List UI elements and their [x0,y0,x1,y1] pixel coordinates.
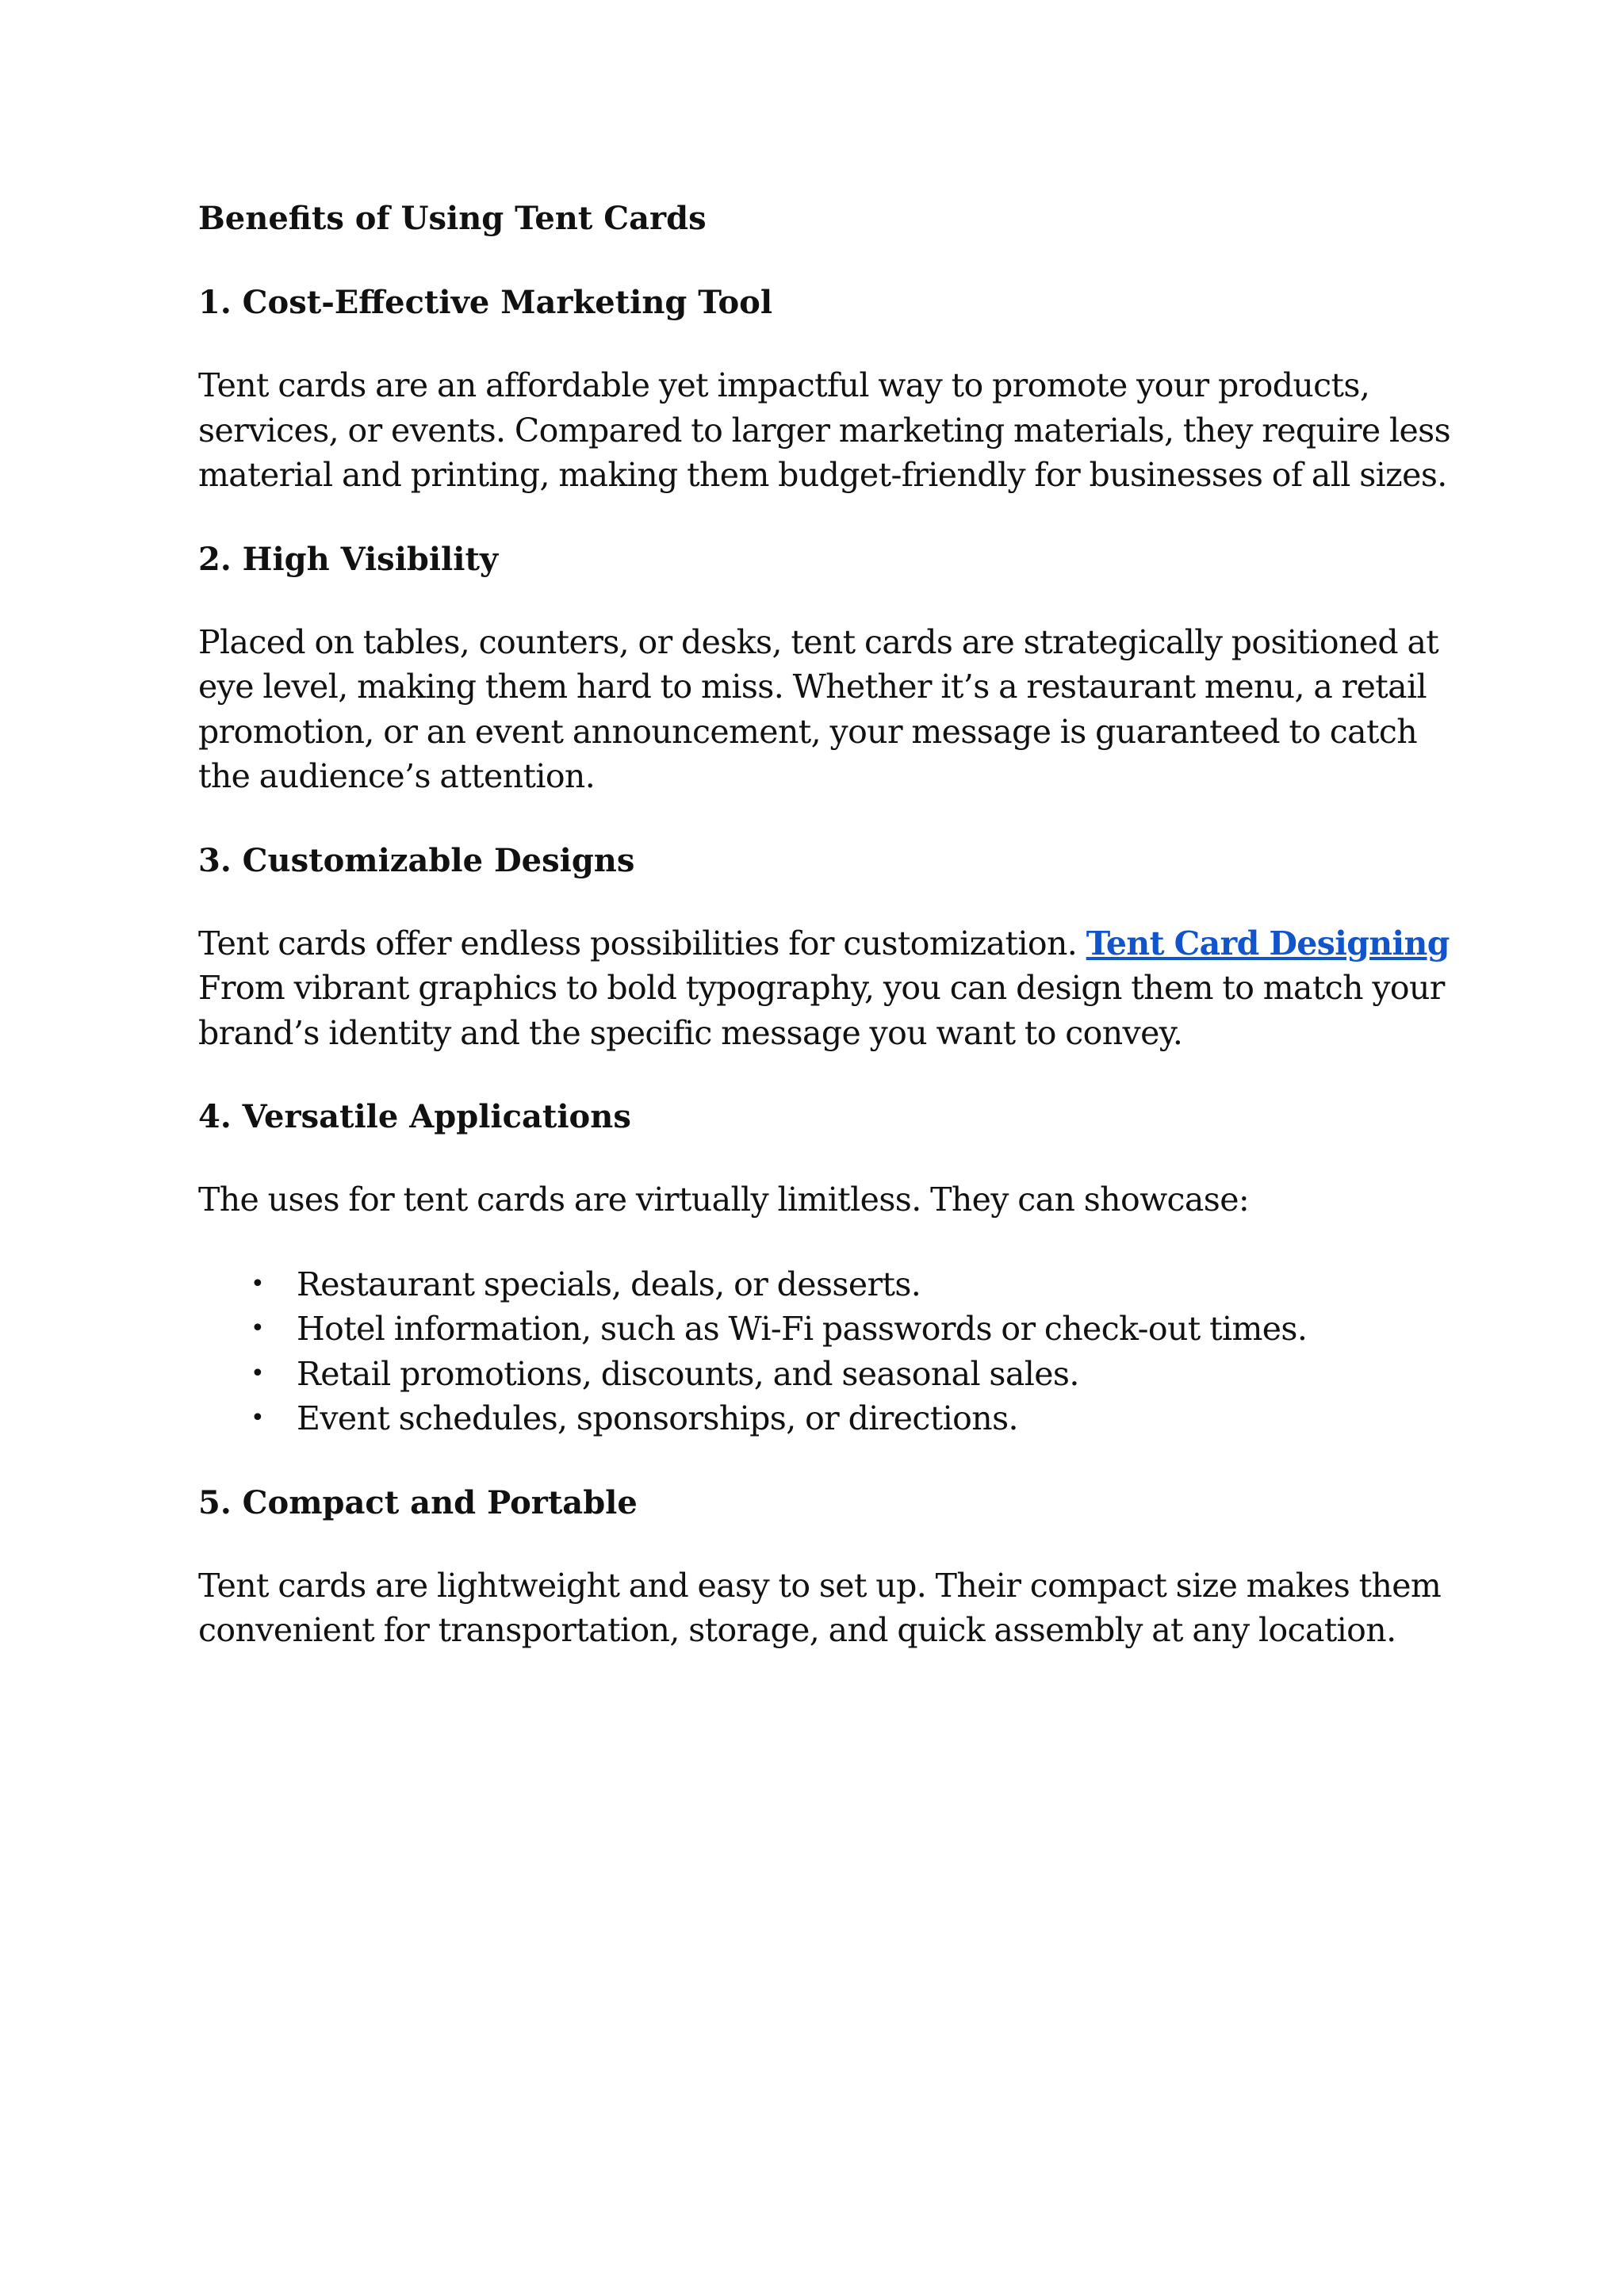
section-heading-versatile-applications: 4. Versatile Applications [198,1098,631,1135]
document-page [198,197,1451,1693]
bullet-icon: • [251,1314,265,1342]
section-paragraph-versatile-applications: The uses for tent cards are virtually limitless. They can showcase: [198,1181,1250,1219]
applications-list [198,1262,1451,1441]
section-paragraph-customizable-designs [198,921,1451,1056]
document-title: Benefits of Using Tent Cards [198,200,707,237]
paragraph-text-after-link: From vibrant graphics to bold typography, you can design them to match your brand’s identity and the specific message you want to convey. [198,969,1445,1052]
list-item [198,1307,1451,1352]
list-item [198,1352,1451,1397]
section-paragraph-high-visibility: Placed on tables, counters, or desks, tent cards are strategically positioned at eye level, making them hard to miss. Whether it’s a restaurant menu, a retail promotion, or an event announcement, your message is guaranteed to catch the audience’s attention. [198,622,1439,795]
list-item [198,1262,1451,1307]
section-heading-customizable-designs: 3. Customizable Designs [198,841,635,879]
list-item-text: Hotel information, such as Wi-Fi passwords or check-out times. [297,1310,1308,1348]
section-paragraph-compact-portable: Tent cards are lightweight and easy to set up. Their compact size makes them convenient for transportation, storage, and quick assembly at any location. [198,1566,1442,1649]
bullet-icon: • [251,1404,265,1432]
list-item-text: Event schedules, sponsorships, or directions. [297,1399,1018,1437]
bullet-icon: • [251,1269,265,1298]
tent-card-designing-link[interactable]: Tent Card Designing [1086,924,1450,962]
section-heading-cost-effective: 1. Cost-Effective Marketing Tool [198,284,773,321]
list-item-text: Retail promotions, discounts, and seasonal sales. [297,1354,1079,1393]
bullet-icon: • [251,1359,265,1387]
section-heading-high-visibility: 2. High Visibility [198,540,499,578]
list-item [198,1396,1451,1441]
paragraph-text-before-link: Tent cards offer endless possibilities for customization. [198,924,1086,962]
section-heading-compact-portable: 5. Compact and Portable [198,1483,638,1521]
list-item-text: Restaurant specials, deals, or desserts. [297,1265,921,1303]
section-paragraph-cost-effective: Tent cards are an affordable yet impactful way to promote your products, services, or events. Compared to larger marketing materials, they require less material and printing, making them budget-friendly for businesses of all sizes. [198,366,1451,494]
